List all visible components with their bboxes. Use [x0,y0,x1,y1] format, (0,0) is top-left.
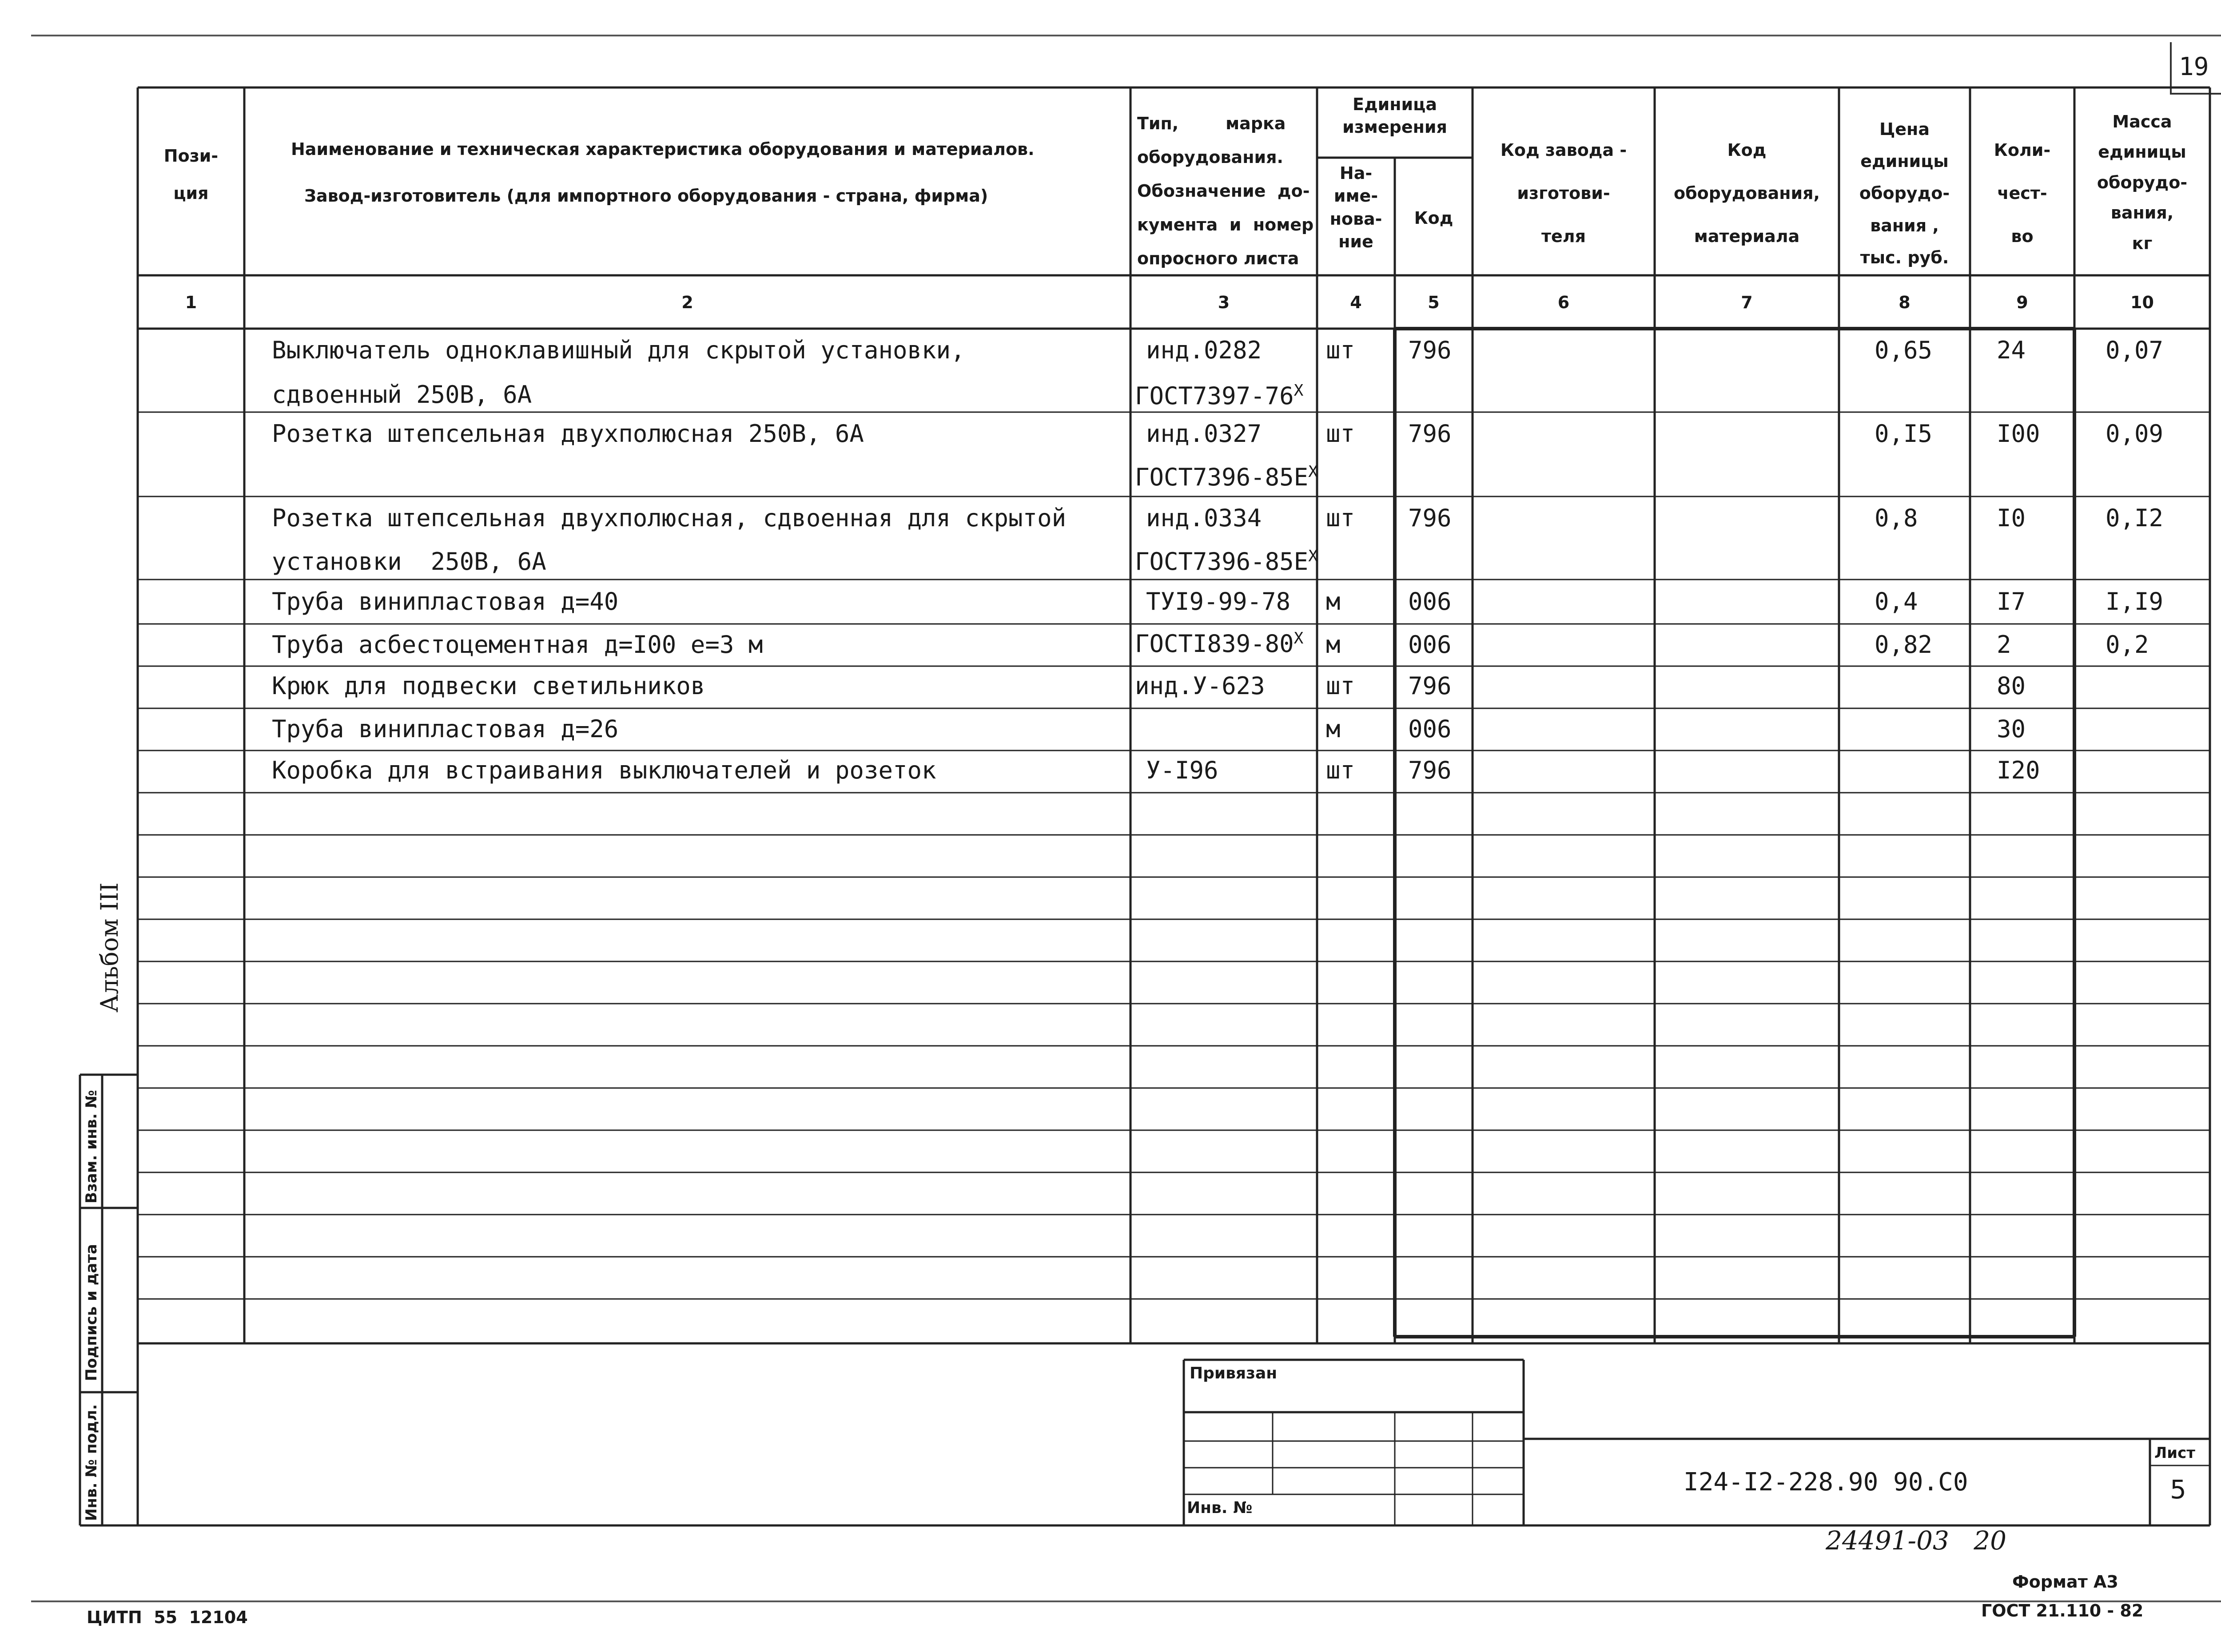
row-price: 0,I5 [1875,420,1933,448]
row-type-value: ГОСТ7397-76 [1135,382,1294,410]
stamp-document-code: I24-I2-228.90 90.С0 [1684,1468,1968,1497]
row-unit: м [1326,631,1341,659]
column-number: 6 [1557,293,1570,312]
header-position: Пози- ция [163,146,219,203]
row-mass: 0,2 [2106,631,2149,659]
row-code: 006 [1408,631,1452,659]
header-factory-code: Код завода - изготови- теля [1500,140,1627,246]
footer-left-code: ЦИТП 55 12104 [87,1608,248,1627]
row-qty: 2 [1997,631,2011,659]
row-name: Труба винипластовая д=26 [272,715,619,743]
column-number: 8 [1899,293,1911,312]
strip-vzam-inv: Взам. инв. № [83,1090,100,1203]
row-type-sup: Х [1308,463,1318,481]
row-unit: шт [1326,672,1355,700]
row-type-value: ГОСТI839-80 [1135,630,1294,658]
column-number: 2 [681,293,693,312]
row-code: 006 [1408,715,1452,743]
row-price: 0,65 [1875,336,1933,364]
row-qty: 80 [1997,672,2026,700]
row-price: 0,82 [1875,631,1933,659]
row-type [1135,464,1318,489]
row-type: инд.У-623 [1135,672,1265,700]
row-name: Коробка для встраивания выключателей и розеток [272,756,936,784]
header-type-line: оборудования. [1137,147,1283,167]
row-type-value: ГОСТ7396-85Е [1135,463,1309,491]
row-mass: 0,I2 [2106,504,2164,532]
header-unit: Единица измерения [1342,95,1447,137]
header-type-line: кумента и номер [1137,215,1314,234]
row-code: 796 [1408,420,1452,448]
row-unit: шт [1326,420,1355,448]
stamp-inv-no: Инв. № [1187,1499,1253,1517]
row-type-sup: Х [1294,381,1304,400]
row-unit: м [1326,715,1341,743]
album-label: Альбом III [96,882,123,1013]
strip-inv-podl: Инв. № подл. [83,1404,100,1521]
stamp-list-number: 5 [2170,1474,2186,1505]
row-code: 006 [1408,588,1452,616]
column-number: 5 [1428,293,1440,312]
row-name: Крюк для подвески светильников [272,672,705,700]
row-mass: 0,09 [2106,420,2164,448]
row-type: инд.0334 [1146,504,1262,532]
row-unit: шт [1326,756,1355,784]
row-code: 796 [1408,756,1452,784]
column-number: 9 [2016,293,2028,312]
row-type-value: ГОСТ7396-85Е [1135,548,1309,576]
row-type [1135,383,1303,408]
row-code: 796 [1408,336,1452,364]
row-price: 0,4 [1875,588,1918,616]
row-type: инд.0282 [1146,336,1262,364]
column-number: 7 [1741,293,1753,312]
row-name: Выключатель одноклавишный для скрытой установки, [272,336,965,364]
row-unit: шт [1326,504,1355,532]
header-mass: Масса единицы оборудо- вания, кг [2097,112,2188,253]
row-mass: 0,07 [2106,336,2164,364]
row-qty: 30 [1997,715,2026,743]
row-price: 0,8 [1875,504,1918,532]
header-type [1137,107,1313,275]
column-number: 3 [1218,293,1230,312]
row-type [1135,631,1303,656]
row-name: Труба асбестоцементная д=I00 е=3 м [272,631,763,659]
header-unit-name: На- име- нова- ние [1329,163,1382,251]
footer-gost: ГОСТ 21.110 - 82 [1981,1601,2144,1620]
header-name-line1: Наименование и техническая характеристика оборудования и материалов. [291,139,1035,159]
row-type [1135,548,1318,574]
row-qty: I0 [1997,504,2026,532]
header-type-line: Обозначение до- [1137,181,1310,201]
row-type: инд.0327 [1146,420,1262,448]
row-name: Труба винипластовая д=40 [272,588,619,616]
row-code: 796 [1408,672,1452,700]
row-name: Розетка штепсельная двухполюсная, сдвоенная для скрытой [272,504,1067,532]
row-type: ТУI9-99-78 [1146,588,1291,616]
row-qty: 24 [1997,336,2026,364]
strip-podpis-data: Подпись и дата [83,1244,100,1381]
header-type-line: Тип, марка [1137,114,1286,133]
row-type-sup: Х [1308,547,1318,565]
row-name: Розетка штепсельная двухполюсная 250В, 6А [272,420,864,448]
row-unit: шт [1326,336,1355,364]
corner-sheet-number: 19 [2179,52,2209,81]
column-number: 10 [2130,293,2154,312]
row-qty: I7 [1997,588,2026,616]
row-mass: I,I9 [2106,588,2164,616]
stamp-privyazan: Привязан [1190,1364,1278,1382]
header-name-line2: Завод-изготовитель (для импортного оборудования - страна, фирма) [304,186,988,206]
row-qty: I00 [1997,420,2040,448]
row-code: 796 [1408,504,1452,532]
header-quantity: Коли- чест- во [1994,140,2051,246]
header-equipment-code: Код оборудования, материала [1674,140,1820,246]
row-type: У-I96 [1146,756,1218,784]
handwritten-number: 24491-03 20 [1826,1525,2007,1556]
header-unit-code: Код [1414,208,1453,228]
column-number: 4 [1350,293,1362,312]
stamp-list-label: Лист [2154,1444,2195,1462]
row-unit: м [1326,588,1341,616]
row-type-sup: Х [1294,629,1304,647]
footer-format: Формат А3 [2012,1572,2118,1592]
column-number: 1 [185,293,197,312]
row-qty: I20 [1997,756,2040,784]
header-type-line: опросного листа [1137,249,1299,268]
row-name: сдвоенный 250В, 6А [272,381,532,409]
header-price: Цена единицы оборудо- вания , тыс. руб. [1859,119,1950,267]
row-name: установки 250В, 6А [272,548,546,576]
